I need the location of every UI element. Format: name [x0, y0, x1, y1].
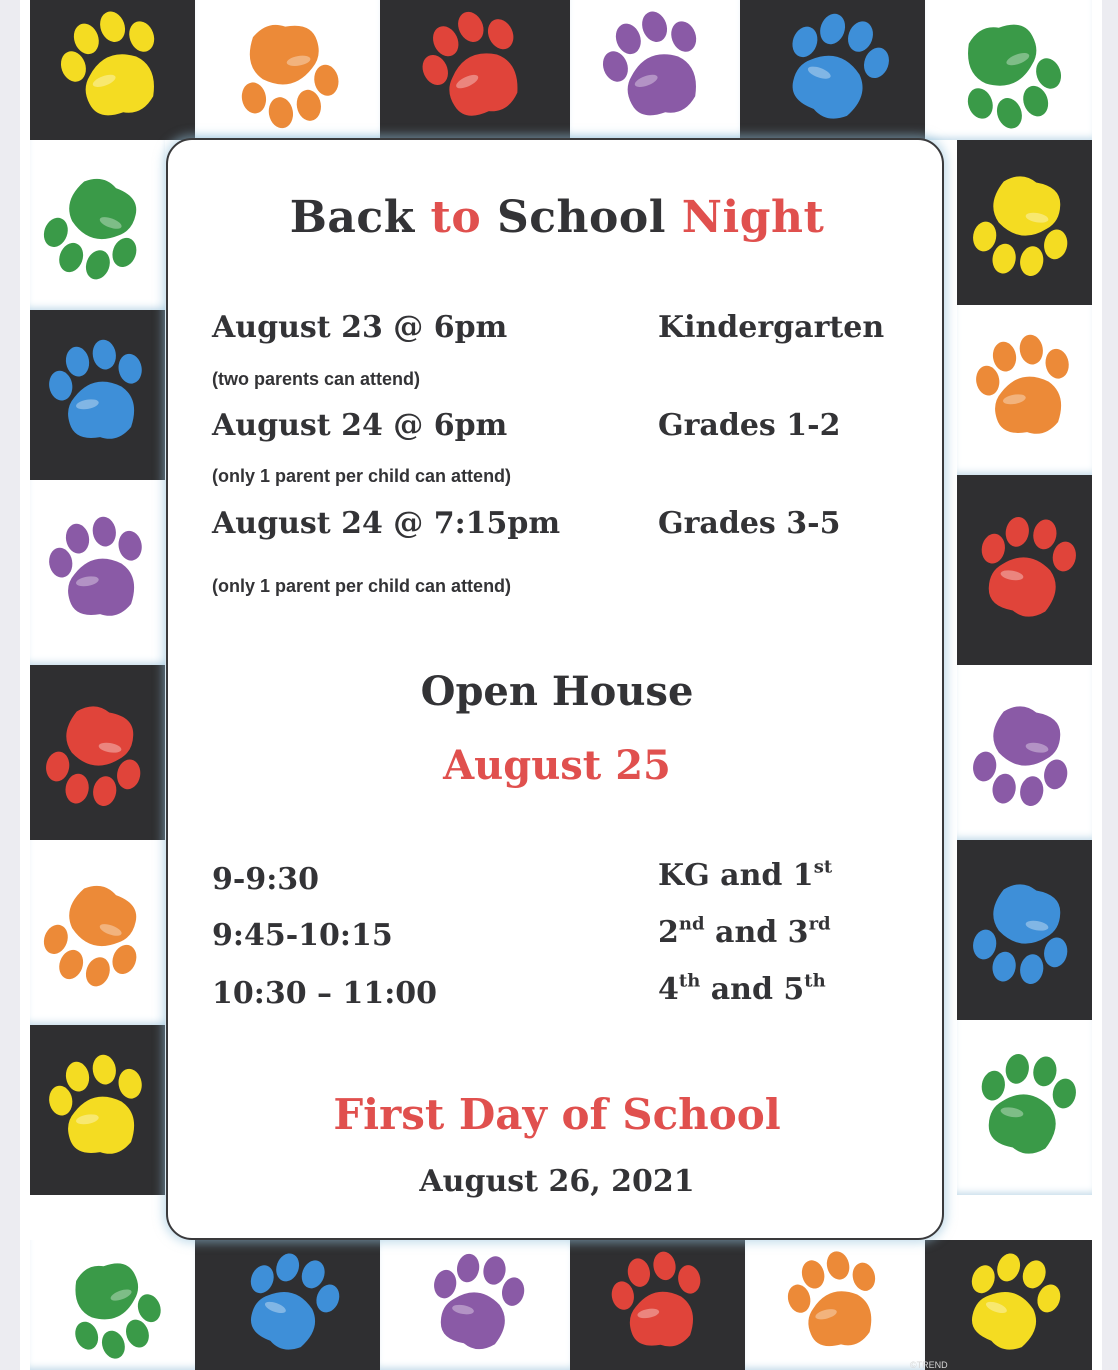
- session-1-note: (two parents can attend): [212, 369, 421, 389]
- red-paw-print-icon: [415, 10, 535, 130]
- session-2-grades: Grades 1-2: [658, 408, 841, 443]
- border-tile: [30, 140, 165, 310]
- border-tile: [30, 665, 165, 840]
- border-tile: [925, 1240, 1092, 1370]
- session-1-datetime: August 23 @ 6pm: [212, 310, 508, 345]
- page-title: [168, 192, 946, 243]
- green-paw-print-icon: [967, 1050, 1082, 1165]
- session-2-note: (only 1 parent per child can attend): [212, 466, 512, 486]
- session-2-datetime: August 24 @ 6pm: [212, 408, 508, 443]
- blue-paw-print-icon: [40, 338, 155, 453]
- purple-paw-print-icon: [595, 10, 715, 130]
- flyer-page: [20, 0, 1102, 1370]
- border-tile: [30, 480, 165, 665]
- green-paw-print-icon: [58, 1250, 168, 1360]
- border-tile: [957, 1020, 1092, 1195]
- session-1-grades: Kindergarten: [658, 310, 885, 345]
- border-tile: [957, 665, 1092, 840]
- open-house-date: August 25: [443, 742, 671, 789]
- open-house-heading: Open House: [420, 668, 694, 715]
- orange-paw-print-icon: [228, 10, 348, 130]
- purple-paw-print-icon: [967, 695, 1082, 810]
- orange-paw-print-icon: [967, 333, 1082, 448]
- title-to: to: [430, 192, 482, 243]
- green-paw-print-icon: [40, 168, 155, 283]
- border-tile: [30, 1240, 195, 1370]
- session-3-grades: Grades 3-5: [658, 506, 841, 541]
- border-tile: [740, 0, 925, 140]
- first-day-date: August 26, 2021: [419, 1164, 695, 1199]
- border-tile: [957, 475, 1092, 665]
- open-house-slot-2-time: 9:45-10:15: [212, 918, 393, 953]
- purple-paw-print-icon: [420, 1250, 530, 1360]
- border-tile: [380, 0, 570, 140]
- open-house-slot-3-time: 10:30 – 11:00: [212, 976, 438, 1011]
- open-house-slot-2-grades: 2nd and 3rd: [658, 913, 831, 950]
- session-3-note: (only 1 parent per child can attend): [212, 576, 512, 596]
- border-tile: [570, 1240, 745, 1370]
- border-tile: [570, 0, 740, 140]
- red-paw-print-icon: [603, 1250, 713, 1360]
- border-tile: [30, 1025, 165, 1195]
- blue-paw-print-icon: [967, 873, 1082, 988]
- border-tile: [380, 1240, 570, 1370]
- border-tile: [957, 305, 1092, 475]
- flyer-card: [166, 138, 944, 1240]
- red-paw-print-icon: [967, 513, 1082, 628]
- yellow-paw-print-icon: [954, 1250, 1064, 1360]
- yellow-paw-print-icon: [967, 165, 1082, 280]
- border-tile: [925, 0, 1092, 140]
- blue-paw-print-icon: [233, 1250, 343, 1360]
- border-tile: [30, 310, 165, 480]
- green-paw-print-icon: [949, 10, 1069, 130]
- border-tile: [195, 1240, 380, 1370]
- first-day-heading: First Day of School: [333, 1090, 781, 1139]
- purple-paw-print-icon: [40, 515, 155, 630]
- border-tile: [957, 840, 1092, 1020]
- title-night: Night: [681, 192, 825, 243]
- border-tile: [30, 840, 165, 1025]
- copyright-text: ©TREND: [910, 1360, 948, 1370]
- border-tile: [957, 140, 1092, 305]
- yellow-paw-print-icon: [53, 10, 173, 130]
- open-house-slot-1-grades: KG and 1st: [658, 856, 833, 893]
- open-house-slot-3-grades: 4th and 5th: [658, 970, 826, 1007]
- blue-paw-print-icon: [773, 10, 893, 130]
- open-house-slot-1-time: 9-9:30: [212, 862, 320, 897]
- title-school: School: [481, 192, 682, 243]
- title-back: Back: [289, 192, 431, 243]
- border-tile: [195, 0, 380, 140]
- red-paw-print-icon: [40, 695, 155, 810]
- yellow-paw-print-icon: [40, 1053, 155, 1168]
- session-3-datetime: August 24 @ 7:15pm: [212, 506, 561, 541]
- border-tile: [745, 1240, 925, 1370]
- border-tile: [30, 0, 195, 140]
- orange-paw-print-icon: [40, 875, 155, 990]
- orange-paw-print-icon: [780, 1250, 890, 1360]
